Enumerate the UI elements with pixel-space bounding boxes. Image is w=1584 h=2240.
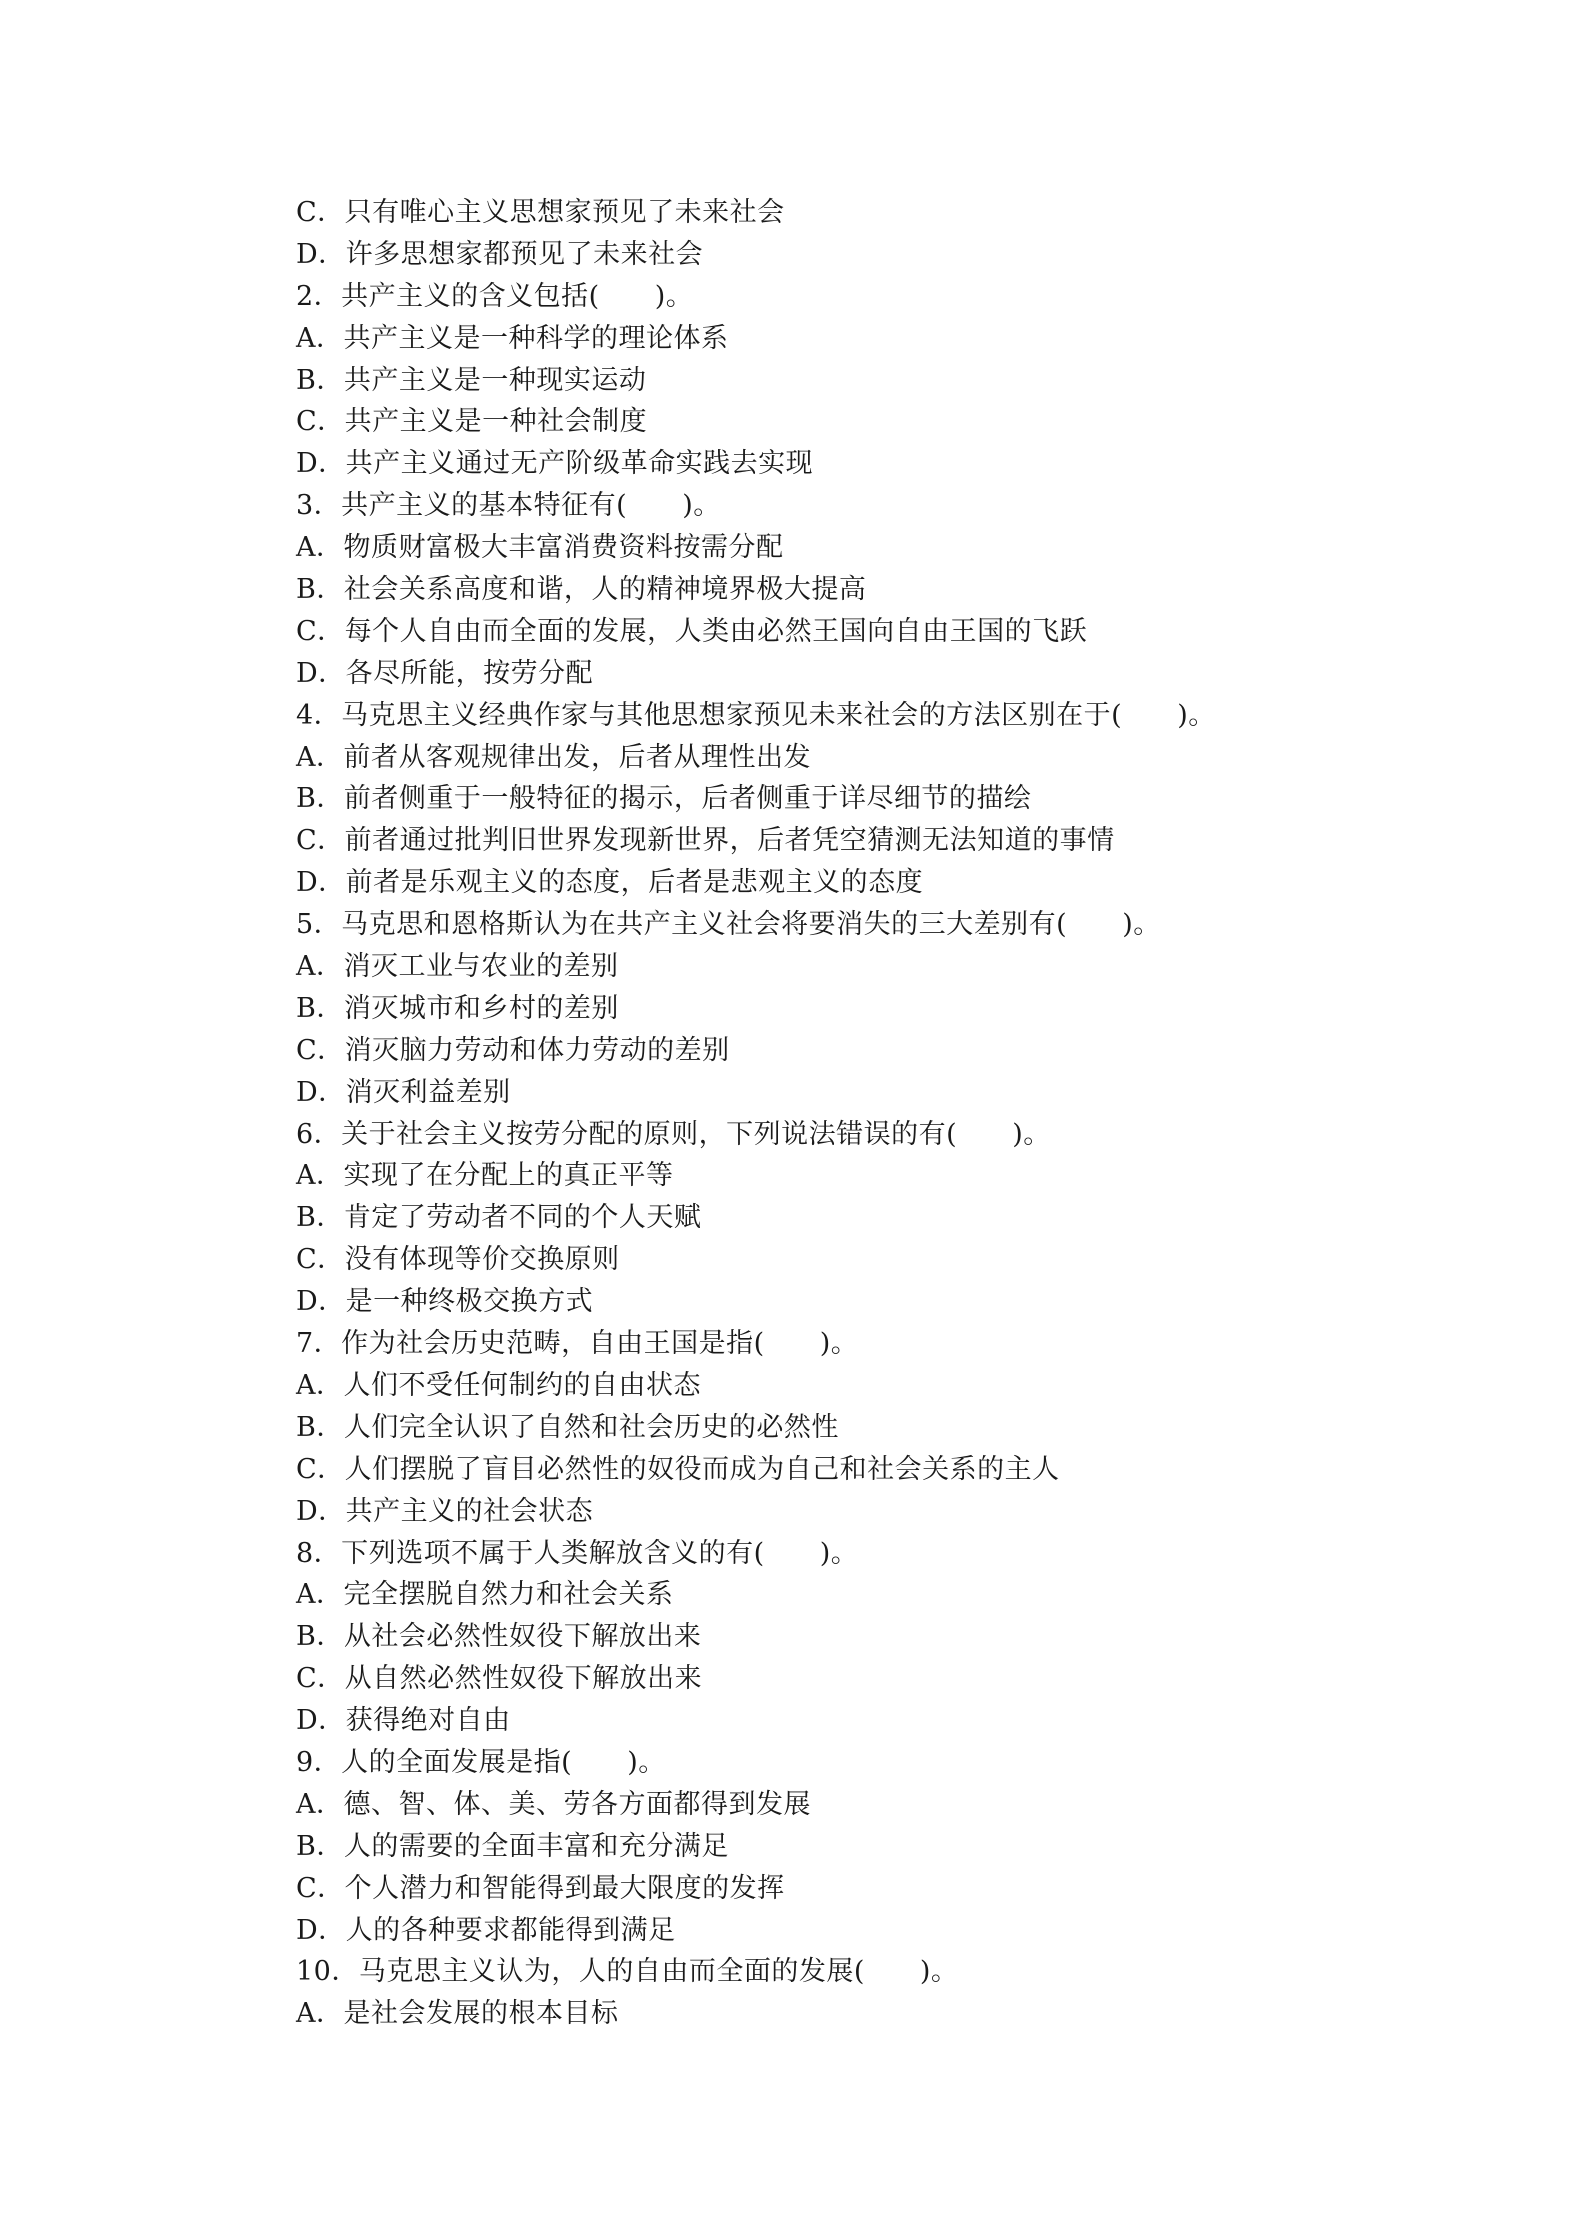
answer-option: B．前者侧重于一般特征的揭示，后者侧重于详尽细节的描绘 — [296, 783, 1032, 815]
answer-option: D．许多思想家都预见了未来社会 — [296, 238, 704, 270]
answer-option: B．人们完全认识了自然和社会历史的必然性 — [296, 1411, 839, 1443]
question-stem: 10．马克思主义认为，人的自由而全面的发展( )。 — [296, 1956, 959, 1988]
answer-option: A．完全摆脱自然力和社会关系 — [296, 1579, 674, 1611]
answer-option: C．个人潜力和智能得到最大限度的发挥 — [296, 1872, 785, 1904]
question-stem: 8．下列选项不属于人类解放含义的有( )。 — [296, 1537, 859, 1569]
answer-option: C．每个人自由而全面的发展，人类由必然王国向自由王国的飞跃 — [296, 615, 1088, 647]
answer-option: D．消灭利益差别 — [296, 1076, 511, 1108]
answer-option: A．共产主义是一种科学的理论体系 — [296, 322, 729, 354]
answer-option: B．消灭城市和乡村的差别 — [296, 992, 619, 1024]
answer-option: A．物质财富极大丰富消费资料按需分配 — [296, 532, 784, 564]
answer-option: D．共产主义的社会状态 — [296, 1495, 594, 1527]
answer-option: A．前者从客观规律出发，后者从理性出发 — [296, 741, 811, 773]
answer-option: C．从自然必然性奴役下解放出来 — [296, 1663, 703, 1695]
question-stem: 6．关于社会主义按劳分配的原则，下列说法错误的有( )。 — [296, 1118, 1051, 1150]
answer-option: C．消灭脑力劳动和体力劳动的差别 — [296, 1034, 730, 1066]
answer-option: B．肯定了劳动者不同的个人天赋 — [296, 1202, 702, 1234]
question-list — [296, 192, 1356, 2035]
answer-option: A．实现了在分配上的真正平等 — [296, 1160, 674, 1192]
answer-option: C．共产主义是一种社会制度 — [296, 406, 648, 438]
answer-option: D．人的各种要求都能得到满足 — [296, 1914, 676, 1946]
answer-option: B．人的需要的全面丰富和充分满足 — [296, 1830, 729, 1862]
answer-option: C．前者通过批判旧世界发现新世界，后者凭空猜测无法知道的事情 — [296, 825, 1115, 857]
answer-option: D．获得绝对自由 — [296, 1705, 511, 1737]
answer-option: C．没有体现等价交换原则 — [296, 1244, 620, 1276]
answer-option: A．消灭工业与农业的差别 — [296, 951, 619, 983]
answer-option: A．德、智、体、美、劳各方面都得到发展 — [296, 1788, 811, 1820]
answer-option: B．共产主义是一种现实运动 — [296, 364, 647, 396]
question-stem: 4．马克思主义经典作家与其他思想家预见未来社会的方法区别在于( )。 — [296, 699, 1216, 731]
answer-option: A．是社会发展的根本目标 — [296, 1998, 619, 2030]
answer-option: D．前者是乐观主义的态度，后者是悲观主义的态度 — [296, 867, 924, 899]
answer-option: D．共产主义通过无产阶级革命实践去实现 — [296, 448, 814, 480]
answer-option: B．社会关系高度和谐，人的精神境界极大提高 — [296, 574, 867, 606]
answer-option: B．从社会必然性奴役下解放出来 — [296, 1621, 702, 1653]
answer-option: C．只有唯心主义思想家预见了未来社会 — [296, 197, 785, 228]
answer-option: C．人们摆脱了盲目必然性的奴役而成为自己和社会关系的主人 — [296, 1453, 1060, 1485]
question-stem: 5．马克思和恩格斯认为在共产主义社会将要消失的三大差别有( )。 — [296, 909, 1161, 941]
answer-option: A．人们不受任何制约的自由状态 — [296, 1369, 701, 1401]
question-stem: 7．作为社会历史范畴，自由王国是指( )。 — [296, 1328, 859, 1360]
answer-option: D．各尽所能，按劳分配 — [296, 657, 594, 689]
question-stem: 9．人的全面发展是指( )。 — [296, 1746, 666, 1778]
question-stem: 2．共产主义的含义包括( )。 — [296, 280, 694, 312]
question-stem: 3．共产主义的基本特征有( )。 — [296, 490, 721, 522]
answer-option: D．是一种终极交换方式 — [296, 1286, 594, 1318]
